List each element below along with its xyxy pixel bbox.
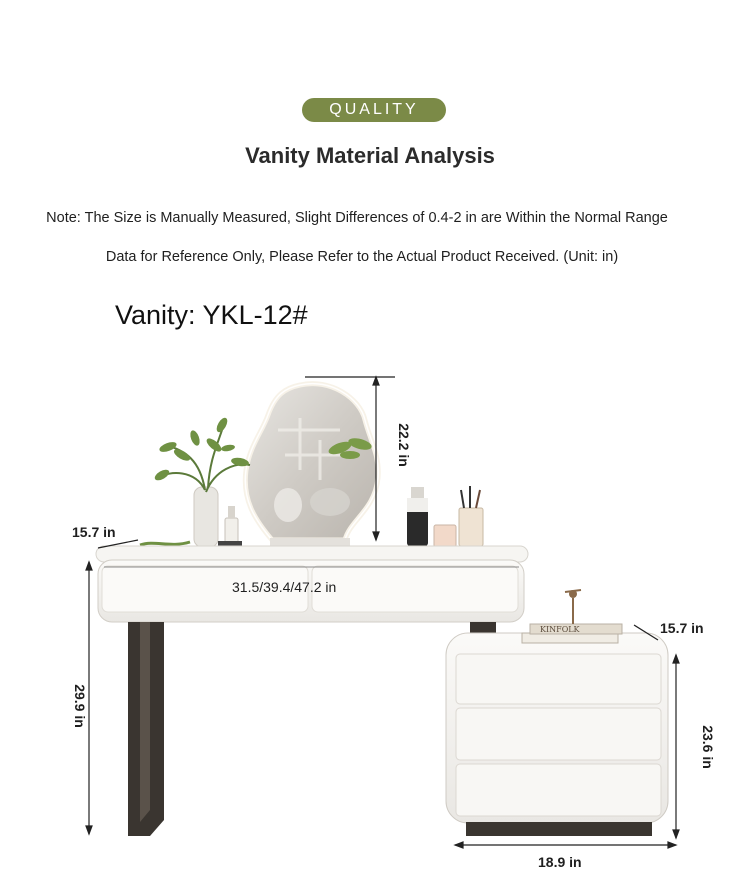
mirror-height-label: 22.2 in <box>395 423 412 467</box>
model-label: Vanity: YKL-12# <box>115 300 308 330</box>
cabinet-width-label: 18.9 in <box>538 854 582 870</box>
quality-badge: QUALITY <box>302 98 446 122</box>
note-line-1: Note: The Size is Manually Measured, Slight Differences of 0.4-2 in are Within the Normal Range <box>46 210 668 226</box>
book-label: KINFOLK <box>540 625 580 634</box>
desk-height-label: 29.9 in <box>71 684 88 728</box>
mirror <box>245 384 378 548</box>
page-title: Vanity Material Analysis <box>245 143 495 168</box>
desk-depth-label: 15.7 in <box>72 524 116 540</box>
cabinet-depth-label: 15.7 in <box>660 620 704 636</box>
desk-width-label: 31.5/39.4/47.2 in <box>232 579 337 595</box>
cabinet-height-label: 23.6 in <box>699 725 716 769</box>
note-line-2: Data for Reference Only, Please Refer to the Actual Product Received. (Unit: in) <box>105 249 619 265</box>
